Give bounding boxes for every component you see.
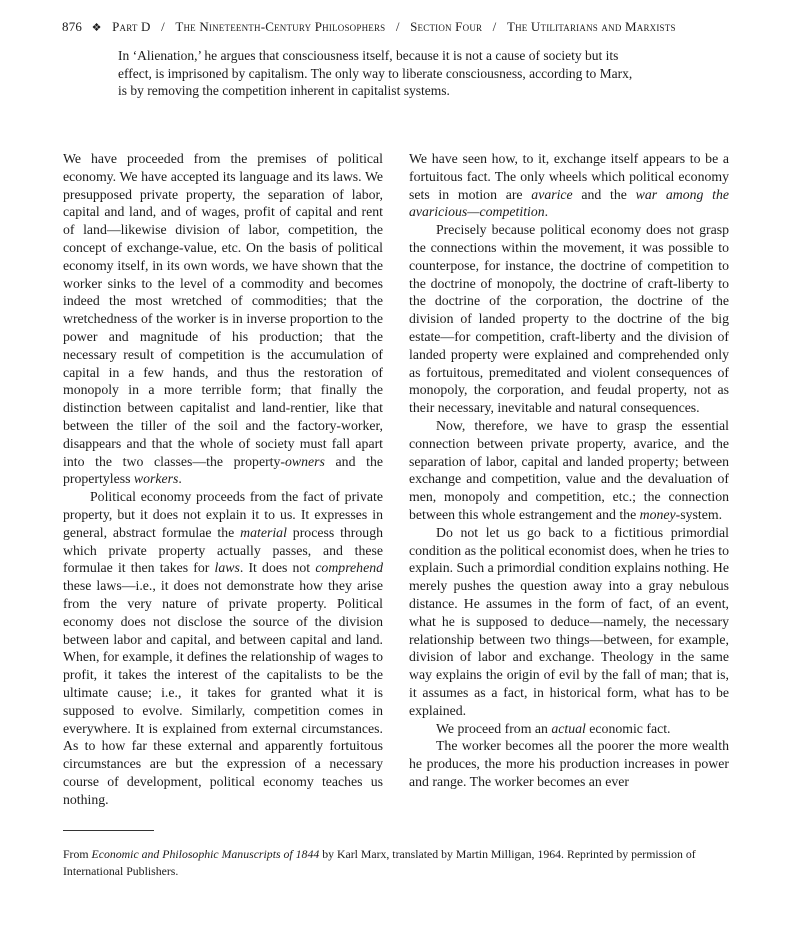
body-paragraph: The worker becomes all the poorer the more wealth he produces, the more his production increases in power and range. The worker becomes an ever [409, 738, 729, 789]
chapter-title: The Utilitarians and Marxists [506, 19, 676, 34]
text-run: these laws—i.e., it does not demonstrate how they arise from the very nature of private property. Political economy does not disclose the source of the division between labor and capital, and between capital and land. When, for example, it defines the relationship of wages to profit, it takes the interest of the capitalists to be the ultimate cause; i.e., it takes for granted what it is supposed to evolve. Similarly, competition comes in everywhere. It is explained from external circumstances. As to how far these external and apparently fortuitous circumstances are but the expression of a necessary course of development, political economy teaches us nothing. [63, 578, 383, 807]
emphasis: money [639, 506, 676, 522]
emphasis: avarice [531, 186, 573, 202]
right-column [409, 150, 729, 791]
text-run: -system. [675, 506, 723, 522]
text-run: Political economy proceeds from the fact of private property, but it does not explain it to us. It expresses in general, abstract formulae the [63, 489, 383, 540]
source-footnote [63, 846, 728, 880]
section-title: The Nineteenth-Century Philosophers [175, 19, 386, 34]
body-paragraph: Do not let us go back to a fictitious primordial condition as the political economist does, when he tries to explain. Such a primordial condition explains nothing. He merely pushes the question away into a gray nebulous distance. He assumes in the form of fact, of an event, what he is supposed to deduce—namely, the necessary relationship between two things—between, for example, division of labor and exchange. Theology in the same way explains the origin of evil by the fall of man; that is, it assumes as a fact, in historical form, what has to be explained. [409, 524, 729, 718]
text-run: process through which private property actually passes, and these formulae it then takes for [63, 524, 383, 576]
text-run: From [63, 847, 92, 861]
emphasis: comprehend [315, 560, 383, 576]
running-header [62, 19, 742, 36]
body-paragraph [63, 150, 383, 488]
part-label: Part D [112, 19, 151, 34]
body-paragraph: Precisely because political economy does not grasp the connections within the movement, it was possible to counterpose, for instance, the doctrine of competition to the doctrine of monopoly, the doctrine of craft-liberty to the doctrine of the corporation, the doctrine of the division of landed property to the doctrine of the big estate—for competition, craft-liberty and the division of landed property were explained and comprehended only as fortuitous, premeditated and violent consequences of monopoly, the corporation, and feudal property, not as their necessary, inevitable and natural consequences. [409, 222, 729, 416]
text-run: We have proceeded from the premises of political economy. We have accepted its language and its laws. We presupposed private property, the separation of labor, capital and land, and of wages, profit of capital and rent of land—likewise division of labor, competition, the concept of exchange-value, etc. On the basis of political economy itself, in its own words, we have shown that the worker sinks to the level of a commodity and becomes indeed the most wretched of commodities; that the wretchedness of the worker is in inverse proportion to the power and magnitude of his production; that the necessary result of competition is the accumulation of capital in a few hands, and thus the restoration of monopoly in a more terrible form; that finally the distinction between capitalist and land-rentier, like that between the tiller of the soil and the factory-worker, disappears and that the whole of society must fall apart into the two classes—the property- [63, 151, 383, 469]
diamond-ornament-icon: ❖ [91, 22, 102, 34]
header-separator: / [161, 19, 165, 34]
body-paragraph [409, 150, 729, 221]
emphasis: laws [214, 560, 240, 576]
emphasis: owners [285, 453, 325, 469]
text-run: Now, therefore, we have to grasp the essential connection between private property, avarice, and the separation of labor, capital and landed property; between exchange and competition, value and the devaluation of men, monopoly and competition, etc.; the connection between this whole estrangement and the [409, 417, 729, 522]
text-run: . It does not [239, 560, 316, 576]
emphasis: workers [133, 471, 179, 487]
footnote-divider [63, 830, 154, 831]
header-separator: / [492, 19, 497, 34]
emphasis: actual [551, 720, 586, 736]
text-run: economic fact. [585, 720, 671, 736]
body-paragraph [409, 720, 729, 738]
section-label: Section Four [410, 19, 483, 34]
body-paragraph [63, 488, 383, 808]
text-run: We have seen how, to it, exchange itself appears to be a fortuitous fact. The only wheels which political economy sets in motion are [409, 151, 729, 202]
text-run: by Karl Marx, translated by Martin Milligan, 1964. Reprinted by permission of International Publishers. [63, 847, 696, 878]
page-number: 876 [62, 19, 83, 34]
intro-paragraph: In ‘Alienation,’ he argues that consciousness itself, because it is not a cause of society but its effect, is imprisoned by capitalism. The only way to liberate consciousness, according to Marx, is by removing the competition inherent in capitalist systems. [118, 48, 633, 99]
emphasis: war among the avaricious—competition [409, 186, 729, 220]
text-run: and the [572, 186, 636, 202]
text-run: and the propertyless [63, 453, 383, 487]
text-run: We proceed from an [436, 720, 552, 736]
text-run: . [544, 204, 549, 220]
book-title: Economic and Philosophic Manuscripts of 1844 [91, 847, 320, 861]
left-column [63, 150, 383, 808]
body-paragraph [409, 417, 729, 524]
emphasis: material [240, 524, 287, 540]
text-run: . [178, 471, 182, 487]
header-separator: / [395, 19, 400, 34]
